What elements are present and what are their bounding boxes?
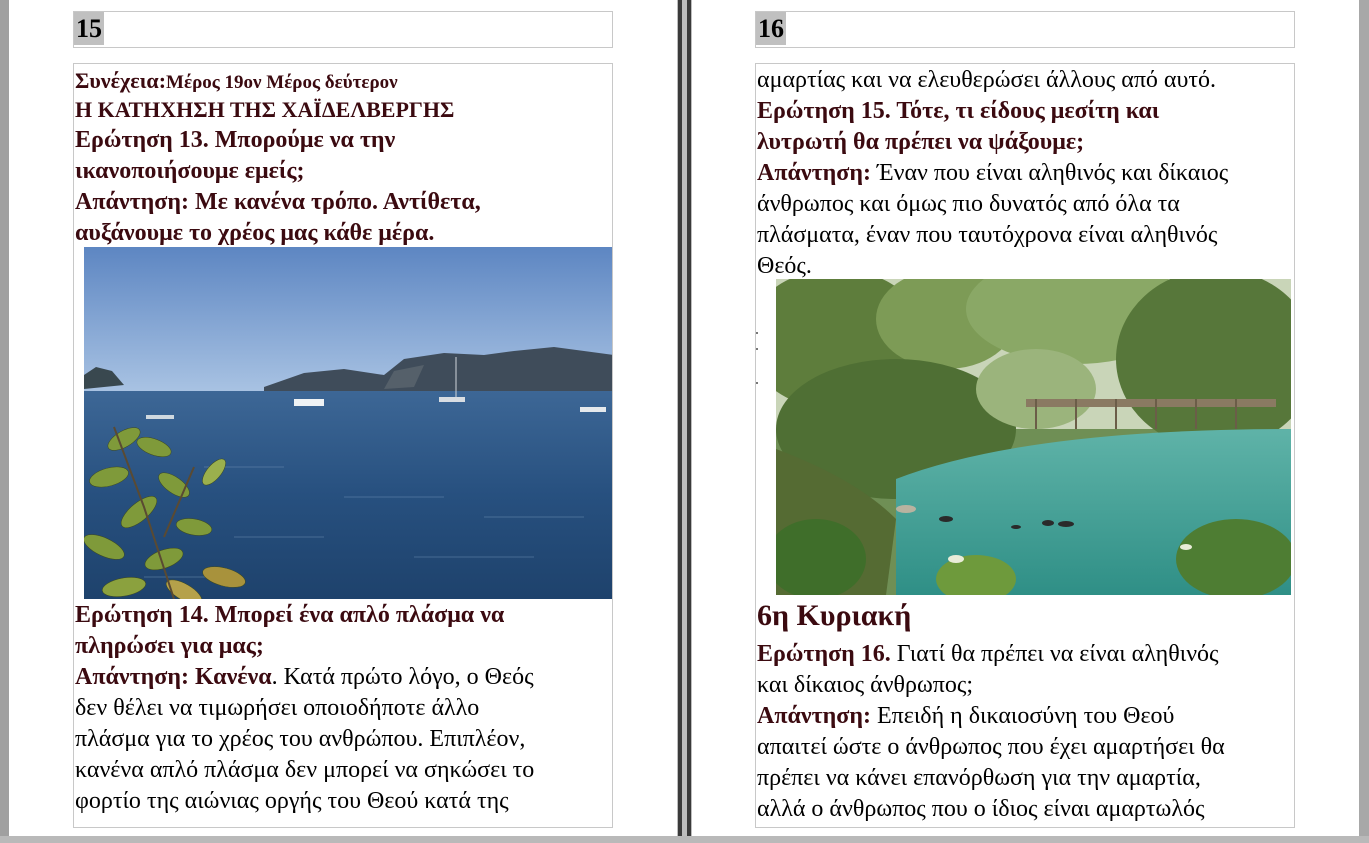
q15-line2: λυτρωτή θα πρέπει να ψάξουμε; bbox=[757, 129, 1085, 155]
left-gutter bbox=[0, 0, 9, 843]
margin-mark bbox=[756, 382, 758, 384]
a14-line1-rest: . Κατά πρώτο λόγο, ο Θεός bbox=[271, 664, 534, 690]
heading-rest: Μέρος 19ον Μέρος δεύτερον bbox=[166, 72, 398, 93]
page-separator bbox=[677, 0, 692, 843]
page-number-15: 15 bbox=[76, 14, 102, 43]
a15-line2: άνθρωπος και όμως πιο δυνατός από όλα τα bbox=[757, 191, 1180, 217]
catechism-title: Η ΚΑΤΗΧΗΣΗ ΤΗΣ ΧΑΪΔΕΛΒΕΡΓΗΣ bbox=[75, 97, 455, 122]
sunday-heading: 6η Κυριακή bbox=[757, 599, 912, 632]
margin-mark bbox=[756, 332, 758, 334]
a16-line1-rest: Επειδή η δικαιοσύνη του Θεού bbox=[870, 703, 1175, 729]
a16-label: Απάντηση: bbox=[757, 703, 871, 729]
q13-line2: ικανοποιήσουμε εμείς; bbox=[75, 158, 305, 184]
lake-photo bbox=[776, 279, 1291, 595]
a14-line1 bbox=[75, 662, 534, 693]
right-gutter bbox=[1359, 0, 1369, 843]
a15-label: Απάντηση: bbox=[757, 160, 871, 186]
page-body-16 bbox=[755, 63, 1295, 828]
a14-line2: δεν θέλει να τιμωρήσει οποιοδήποτε άλλο bbox=[75, 695, 480, 721]
q16-label: Ερώτηση 16. bbox=[757, 641, 891, 667]
a15-line3: πλάσματα, έναν που ταυτόχρονα είναι αληθινός bbox=[757, 222, 1218, 248]
heading-label: Συνέχεια: bbox=[75, 68, 167, 93]
a15-line1 bbox=[757, 158, 1228, 189]
q14-line1: Ερώτηση 14. Μπορεί ένα απλό πλάσμα να bbox=[75, 602, 505, 628]
a14-line4: κανένα απλό πλάσμα δεν μπορεί να σηκώσει το bbox=[75, 757, 535, 783]
a16-line4: αλλά ο άνθρωπος που ο ίδιος είναι αμαρτωλός bbox=[757, 796, 1205, 822]
q16-line1-rest: Γιατί θα πρέπει να είναι αληθινός bbox=[890, 641, 1219, 667]
a14-label: Απάντηση: Κανένα bbox=[75, 664, 272, 690]
page-16 bbox=[692, 0, 1359, 836]
page-body-15 bbox=[73, 63, 613, 828]
page-header-16 bbox=[755, 11, 1295, 48]
lake-landscape-image bbox=[776, 279, 1291, 595]
sea-landscape-image bbox=[84, 247, 613, 599]
q15-line1: Ερώτηση 15. Τότε, τι είδους μεσίτη και bbox=[757, 98, 1160, 124]
a13-line2: αυξάνουμε το χρέος μας κάθε μέρα. bbox=[75, 220, 435, 246]
q13-line1: Ερώτηση 13. Μπορούμε να την bbox=[75, 127, 396, 153]
page-header-15 bbox=[73, 11, 613, 48]
a14-line3: πλάσμα για το χρέος του ανθρώπου. Επιπλέον, bbox=[75, 726, 526, 752]
continuation-line: αμαρτίας και να ελευθερώσει άλλους από αυτό. bbox=[757, 67, 1217, 93]
bottom-scroll-edge bbox=[0, 836, 1369, 843]
page-15 bbox=[9, 0, 677, 836]
page-number-16: 16 bbox=[758, 14, 784, 43]
q16-line1 bbox=[757, 639, 1219, 670]
q14-line2: πληρώσει για μας; bbox=[75, 633, 264, 659]
a13-line1: Απάντηση: Με κανένα τρόπο. Αντίθετα, bbox=[75, 189, 481, 215]
a16-line2: απαιτεί ώστε ο άνθρωπος που έχει αμαρτήσει θα bbox=[757, 734, 1225, 760]
a15-line1-rest: Έναν που είναι αληθινός και δίκαιος bbox=[870, 160, 1229, 186]
margin-mark bbox=[756, 348, 758, 350]
sea-photo bbox=[84, 247, 613, 599]
a14-line5: φορτίο της αιώνιας οργής του Θεού κατά της bbox=[75, 788, 509, 814]
a16-line1 bbox=[757, 701, 1174, 732]
a15-line4: Θεός. bbox=[757, 253, 812, 279]
q16-line2: και δίκαιος άνθρωπος; bbox=[757, 672, 974, 698]
a16-line3: πρέπει να κάνει επανόρθωση για την αμαρτία, bbox=[757, 765, 1201, 791]
continuation-heading bbox=[75, 67, 398, 97]
